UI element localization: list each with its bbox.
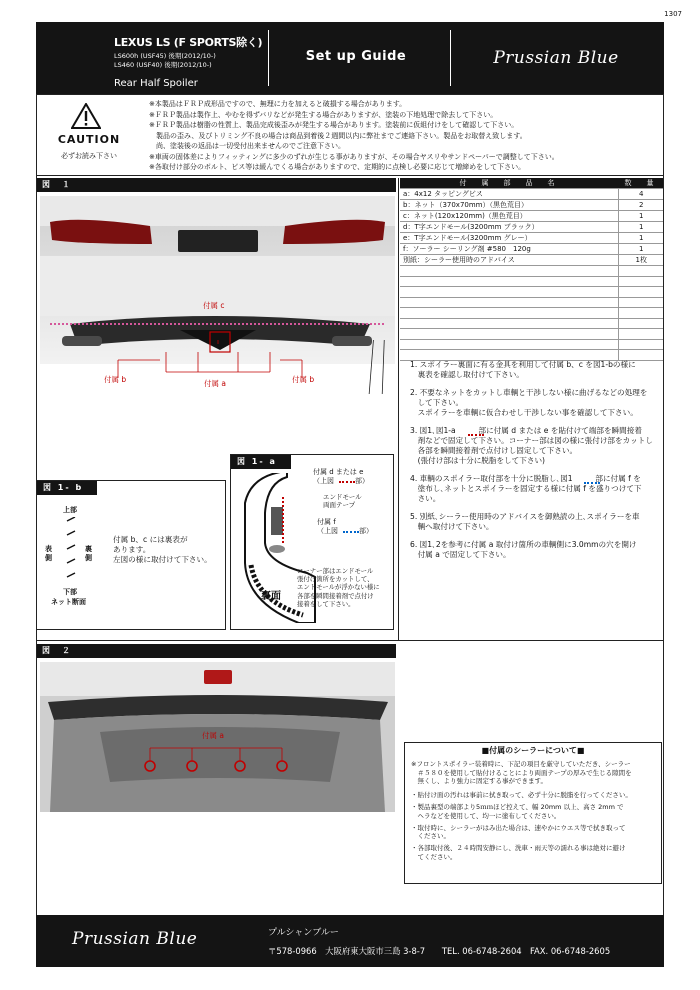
part-qty-cell: 2 [618,200,664,211]
instruction-line: スポイラーを車輌に仮合わせし干渉しない事を確認して下さい。 [410,408,638,417]
blue-dotted-marker [584,478,600,484]
sealer-line: ※フロントスポイラー装着時に、下記の項目を厳守していただき、シーラー [411,759,631,768]
table-row [400,255,664,266]
sealer-advice-box [404,742,662,884]
table-row [400,276,664,287]
caution-line: ※ＦＲＰ製品は製作上、やむを得ずバリなどが発生する場合がありますが、塗装の下地処理で除去して下さい。 [149,110,498,119]
part-name-cell [400,276,618,287]
section-fig2: 図 ２ [36,644,396,658]
instruction-step-6 [410,540,660,560]
fig1-leader-lines [40,340,395,394]
instruction-line: 4. 車輌のスポイラー取付部を十分に脱脂し､図1 部に付属 f を [410,474,641,483]
part-name-cell [400,287,618,298]
label-attach-b-left: 付属 b [104,375,127,384]
label-attach-a-fig2: 付属 a [202,731,224,740]
caution-subtitle: 必ずお読み下さい [61,152,117,160]
text-line: 付属 b、c には裏表が [113,535,188,544]
caution-word: CAUTION [57,133,121,146]
table-row [400,189,664,200]
instruction-line: して下さい。 [410,398,464,407]
text-line: あります。 [113,545,151,554]
section-fig1b: 図 1- b [37,481,97,495]
caution-box [36,94,664,176]
net-section-diagram [59,517,83,587]
table-row [400,200,664,211]
label-attach-a: 付属 a [204,379,226,388]
part-name: Rear Half Spoiler [114,78,198,89]
table-row [400,350,664,361]
label-net-section: ネット断面 [51,598,86,606]
instruction-step-1 [410,360,660,380]
caution-line: 製品の歪み、及びトリミング不良の場合は商品到着後２週間以内に弊社までご連絡下さい。製品をお取替え致します。 [149,131,527,140]
instruction-line: 5. 別紙､シーラー使用時のアドバイスを御熟読の上､スポイラーを車 [410,512,640,521]
note-line: 各部を瞬間接着剤で点付け [297,591,374,600]
label-back: 裏側 [85,545,92,562]
caution-line: ※各取付け部分のボルト、ビス等は緩んでくる場合がありますので、定期的に点検し必要に応じて増締めをして下さい。 [149,163,526,171]
header-divider [268,30,269,86]
instruction-line: 剤などで固定して下さい。コーナー部は図の様に張付け部をカットし [410,436,653,445]
column-divider [398,178,399,640]
part-name-cell [400,297,618,308]
instruction-line: 裏表を確認し取付けて下さい。 [410,370,524,379]
sealer-line: ＃５８０を使用して貼付けることにより両面テープの厚みで生じる隙間を [411,768,632,777]
part-qty-cell [618,266,664,277]
instruction-line: 2. 不要なネットをカットし車輌と干渉しない様に曲げるなどの処理を [410,388,648,397]
part-qty-cell [618,318,664,329]
label-front: 表側 [45,545,52,562]
table-row [400,308,664,319]
part-name-cell [400,308,618,319]
part-name-cell [400,266,618,277]
part-name-cell: e：T字エンドモール(3200mm グレー） [400,233,618,244]
part-qty-cell: 4 [618,189,664,200]
label-attach-c: 付属 c [203,301,225,310]
red-dotted-marker [339,477,355,483]
table-row [400,211,664,222]
part-name-cell: 別紙：シーラー使用時のアドバイス [400,255,618,266]
note-line: エンドモールが浮かない様に [297,583,380,592]
table-row [400,339,664,350]
label-attach-de: 付属 d または e [313,468,364,476]
red-dotted-marker [468,430,484,436]
warning-triangle-icon [71,103,101,129]
sealer-bullet: ヘラなどを使用して、均一に塗布してください。 [411,811,561,820]
instruction-step-3 [410,426,660,466]
footer-brand-logo: Prussian Blue [72,929,198,949]
instruction-line: 輌へ取付けて下さい。 [410,522,494,531]
caution-line: 尚、塗装後の返品は一切受付出来ませんのでご注意下さい。 [149,142,345,150]
figure-1b-box [36,480,226,630]
instruction-line: 3. 図1､図1-a 部に付属 d または e を貼付けて端部を瞬間接着 [410,426,642,435]
table-row [400,244,664,255]
figure-1-photo [40,196,395,364]
part-qty-cell [618,329,664,340]
instruction-line: 1. スポイラー裏面に有る金具を利用して付属 b、c を図1-bの様に [410,360,636,369]
part-qty-cell: 1 [618,211,664,222]
header-divider [450,30,451,86]
part-qty-cell [618,297,664,308]
sealer-bullet: ・貼付け面の汚れは事前に拭き取って、必ず十分に脱脂を行ってください。 [411,791,632,800]
footer-address: 〒578-0966 大阪府東大阪市三島 3-8-7 TEL. 06-6748-2604 FAX. 06-6748-2605 [268,946,611,956]
table-row [400,266,664,277]
instruction-step-2 [410,388,660,418]
caution-line: ※ＦＲＰ製品は樹脂の性質上、製品完成後歪みが発生する場合があります。塗装前に仮組付けをして確認して下さい。 [149,121,519,129]
part-qty-cell: 1 [618,244,664,255]
label-line: エンドモール [323,493,362,501]
label-bottom: 下部 [63,588,77,596]
part-name-cell: d：T字エンドモール(3200mm ブラック） [400,222,618,233]
sealer-line: 無くし、より強力に固定する事ができます。 [411,777,547,786]
label-line: 両面テープ [323,501,356,509]
part-name-cell [400,339,618,350]
instruction-line: 各部を瞬間接着剤で点付けし固定して下さい。 [410,446,578,455]
instruction-line: さい。 [410,494,441,503]
figure-1a-box [230,454,394,630]
rear-bumper-illustration [40,196,395,364]
part-qty-cell [618,276,664,287]
instruction-step-5 [410,512,660,532]
text-line: 左図の様に取付けて下さい。 [113,555,212,564]
note-line: 張付け箇所をカットして、 [297,575,374,584]
label-attach-b-right: 付属 b [292,375,315,384]
part-name-cell: c：ネット(120x120mm)（黒色荒目） [400,211,618,222]
instruction-line: 塗布し､ネットとスポイラーを固定する様に付属 f を盛りつけて下 [410,484,642,493]
parts-header-name: 付 属 部 品 名 [400,178,618,189]
label-attach-f-sub: （上図 部） [317,527,373,535]
part-qty-cell [618,308,664,319]
caution-line: ※本製品はＦＲＰ成形品ですので、無理に力を加えると破損する場合があります。 [149,100,407,108]
document-number: 1307 [664,10,682,18]
part-qty-cell [618,339,664,350]
caution-line: ※車両の固体差によりフィッティングに多少のずれが生じる事がありますが、その場合ヤスリやサンドペーパーで調整して下さい。 [149,152,559,161]
footer-company-kana: プルシャンブルー [268,928,339,938]
part-name-cell [400,350,618,361]
header-bar [36,22,664,94]
instruction-line: 6. 図1､2を参考に付属 a 取付け箇所の車輌側に3.0mmの穴を開け [410,540,637,549]
variant-ls600h: LS600h (USF45) 後期(2012/10-) [114,52,216,60]
label-attach-f: 付属 f [317,518,336,526]
sealer-bullet: てください。 [411,852,457,861]
label-attach-de-sub: （上図 部） [313,477,369,485]
guide-title: Set up Guide [305,49,407,64]
instructions [410,360,660,568]
corner-note [297,567,380,608]
section-fig1a: 図 1- a [231,455,291,469]
parts-header-qty: 数 量 [618,178,664,189]
note-line: 接着をして下さい。 [297,599,355,608]
part-qty-cell: 1枚 [618,255,664,266]
part-name-cell [400,329,618,340]
brand-logo: Prussian Blue [493,48,619,68]
caution-text [149,99,661,173]
part-qty-cell [618,350,664,361]
frame-left [36,176,37,915]
instruction-line: (張付け部は十分に脱脂をして下さい) [410,456,546,465]
part-name-cell [400,318,618,329]
part-qty-cell [618,287,664,298]
part-qty-cell: 1 [618,222,664,233]
sealer-title: ■付属のシーラーについて■ [481,746,585,755]
row-divider [36,640,664,641]
caution-badge [37,95,137,175]
table-row [400,222,664,233]
fig1b-text [113,535,212,565]
table-row [400,329,664,340]
label-back-side: 裏面 [261,591,281,602]
part-name-cell: f：ソーラー シーリング剤 #580 120g [400,244,618,255]
part-qty-cell: 1 [618,233,664,244]
variant-ls460: LS460 (USF40) 後期(2012/10-) [114,61,212,69]
sealer-bullet: ください。 [411,832,450,841]
table-row [400,233,664,244]
parts-table [400,178,664,361]
frame-right [663,176,664,915]
blue-dotted-marker [343,527,359,533]
instruction-line: 付属 a で固定して下さい。 [410,550,511,559]
note-line: コーナー部はエンドモール [297,567,374,575]
instruction-step-4 [410,474,660,504]
sealer-bullet: ・製品裏型の端部より5ｍｍほど控えて、幅 20mm 以上、高さ 2mm で [411,802,624,811]
footer-bar [36,915,664,967]
sealer-bullet: ・取付時に、シーラーがはみ出た場合は、速やかにウエス等で拭き取って [411,823,626,832]
table-row [400,318,664,329]
parts-table-header [400,178,664,189]
part-name-cell: b：ネット（370x70mm）（黒色荒目） [400,200,618,211]
section-fig1: 図 １ [36,178,396,192]
table-row [400,297,664,308]
car-model: LEXUS LS (F SPORTS除く) [114,36,263,49]
table-row [400,287,664,298]
sealer-bullet: ・各部取付後、２４時間安静にし、洗車・雨天等の濡れる事は絶対に避け [411,844,626,853]
part-name-cell: a：4x12 タッピングビス [400,189,618,200]
label-top: 上部 [63,506,77,514]
label-end-mold-tape [323,493,362,509]
